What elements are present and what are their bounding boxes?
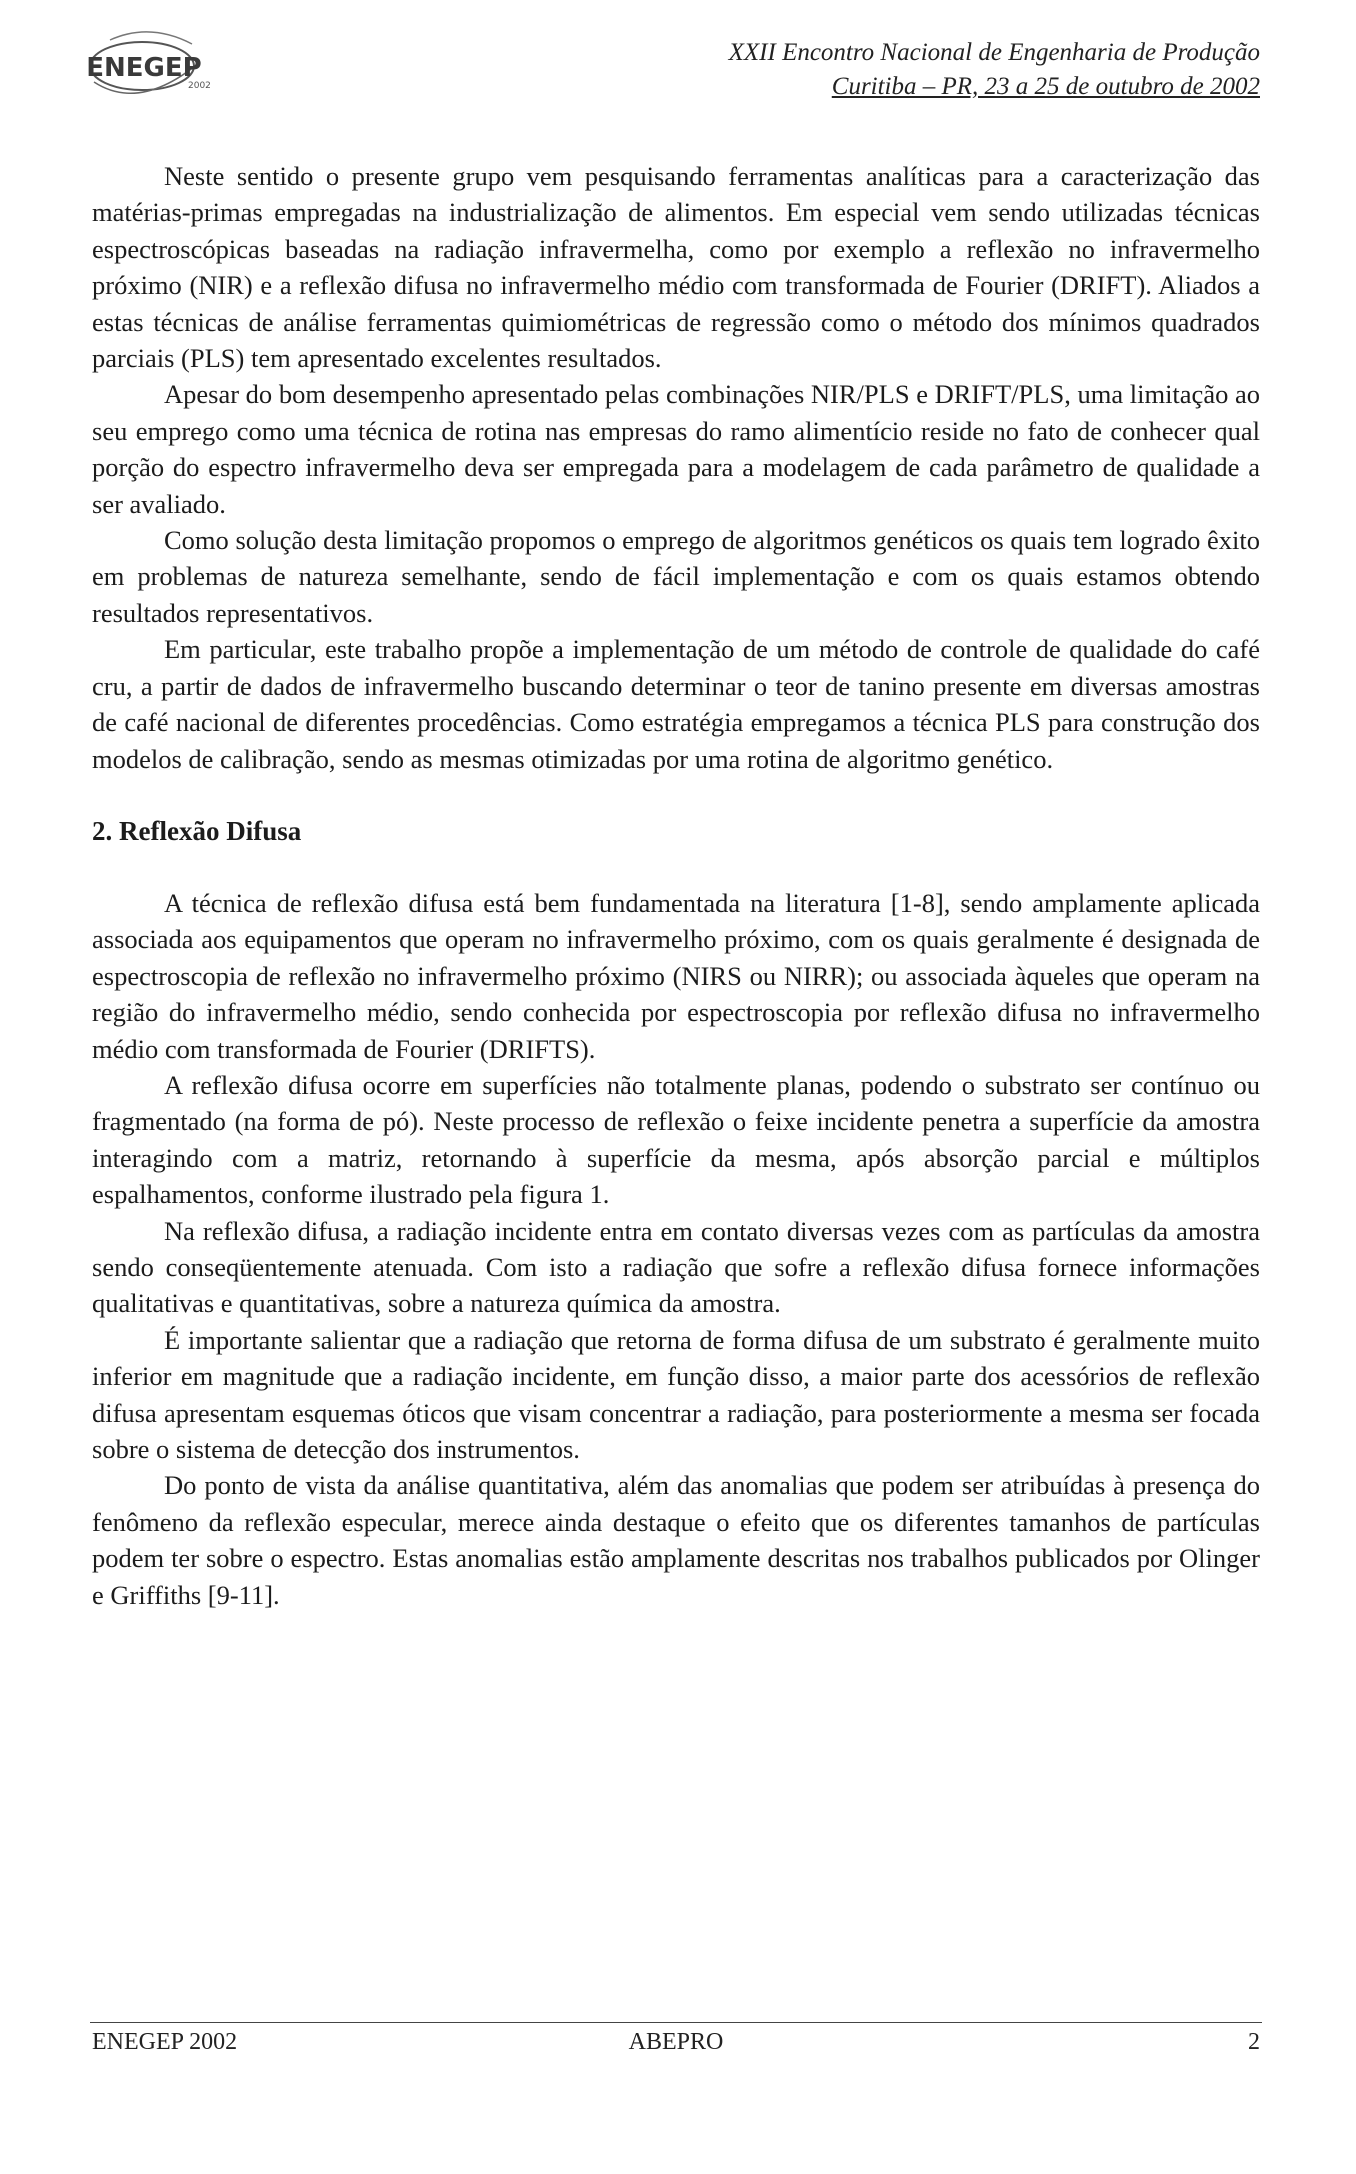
paragraph: Como solução desta limitação propomos o emprego de algoritmos genéticos os quais tem logrado êxito em problemas de natureza semelhante, sendo de fácil implementação e com os quais estamos obtendo resultados representativos. — [92, 525, 1260, 628]
conference-place-date: Curitiba – PR, 23 a 25 de outubro de 2002 — [831, 73, 1260, 100]
footer-divider — [90, 2022, 1262, 2023]
enegep-logo — [80, 22, 220, 102]
svg-text:2002: 2002 — [188, 81, 211, 91]
footer-organization: ABEPRO — [628, 2029, 724, 2055]
spacer — [92, 849, 1260, 885]
section-heading: 2. Reflexão Difusa — [92, 815, 302, 846]
paragraph: Apesar do bom desempenho apresentado pelas combinações NIR/PLS e DRIFT/PLS, uma limitação ao seu emprego como uma técnica de rotina nas empresas do ramo alimentício reside no fato de conhecer qual porção do espectro infravermelho deva ser empregada para a modelagem de cada parâmetro de qualidade a ser avaliado. — [92, 379, 1260, 519]
spacer — [92, 777, 1260, 813]
body-content — [92, 158, 1260, 1613]
header — [729, 36, 1260, 104]
svg-text:ENEGEP: ENEGEP — [86, 53, 202, 83]
paragraph: A reflexão difusa ocorre em superfícies não totalmente planas, podendo o substrato ser contínuo ou fragmentado (na forma de pó). Neste processo de reflexão o feixe incidente penetra a superfície da amostra interagindo com a matriz, retornando à superfície da mesma, após absorção parcial e múltiplos espalhamentos, conforme ilustrado pela figura 1. — [92, 1069, 1260, 1210]
paragraph: Em particular, este trabalho propõe a implementação de um método de controle de qualidade do café cru, a partir de dados de infravermelho buscando determinar o teor de tanino presente em diversas amostras de café nacional de diferentes procedências. Como estratégia empregamos a técnica PLS para construção dos modelos de calibração, sendo as mesmas otimizadas por uma rotina de algoritmo genético. — [92, 634, 1260, 774]
page-number: 2 — [1248, 2029, 1260, 2055]
paragraph: É importante salientar que a radiação que retorna de forma difusa de um substrato é geralmente muito inferior em magnitude que a radiação incidente, em função disso, a maior parte dos acessórios de reflexão difusa apresentam esquemas óticos que visam concentrar a radiação, para posteriormente a mesma ser focada sobre o sistema de detecção dos instrumentos. — [92, 1324, 1260, 1464]
footer-event: ENEGEP 2002 — [92, 2029, 238, 2055]
paragraph: A técnica de reflexão difusa está bem fundamentada na literatura [1-8], sendo amplamente aplicada associada aos equipamentos que operam no infravermelho próximo, com os quais geralmente é designada de espectroscopia de reflexão no infravermelho próximo (NIRS ou NIRR); ou associada àqueles que operam na região do infravermelho médio, sendo conhecida por espectroscopia por reflexão difusa no infravermelho médio com transformada de Fourier (DRIFTS). — [92, 887, 1260, 1064]
paragraph: Do ponto de vista da análise quantitativa, além das anomalias que podem ser atribuídas à presença do fenômeno da reflexão especular, merece ainda destaque o efeito que os diferentes tamanhos de partículas podem ter sobre o espectro. Estas anomalias estão amplamente descritas nos trabalhos publicados por Olinger e Griffiths [9-11]. — [92, 1470, 1260, 1610]
conference-title: XXII Encontro Nacional de Engenharia de Produção — [728, 39, 1260, 66]
paragraph: Na reflexão difusa, a radiação incidente entra em contato diversas vezes com as partículas da amostra sendo conseqüentemente atenuada. Com isto a radiação que sofre a reflexão difusa fornece informações qualitativas e quantitativas, sobre a natureza química da amostra. — [92, 1215, 1260, 1319]
paragraph: Neste sentido o presente grupo vem pesquisando ferramentas analíticas para a caracterização das matérias-primas empregadas na industrialização de alimentos. Em especial vem sendo utilizadas técnicas espectroscópicas baseadas na radiação infravermelha, como por exemplo a reflexão no infravermelho próximo (NIR) e a reflexão difusa no infravermelho médio com transformada de Fourier (DRIFT). Aliados a estas técnicas de análise ferramentas quimiométricas de regressão como o método dos mínimos quadrados parciais (PLS) tem apresentado excelentes resultados. — [92, 161, 1260, 374]
